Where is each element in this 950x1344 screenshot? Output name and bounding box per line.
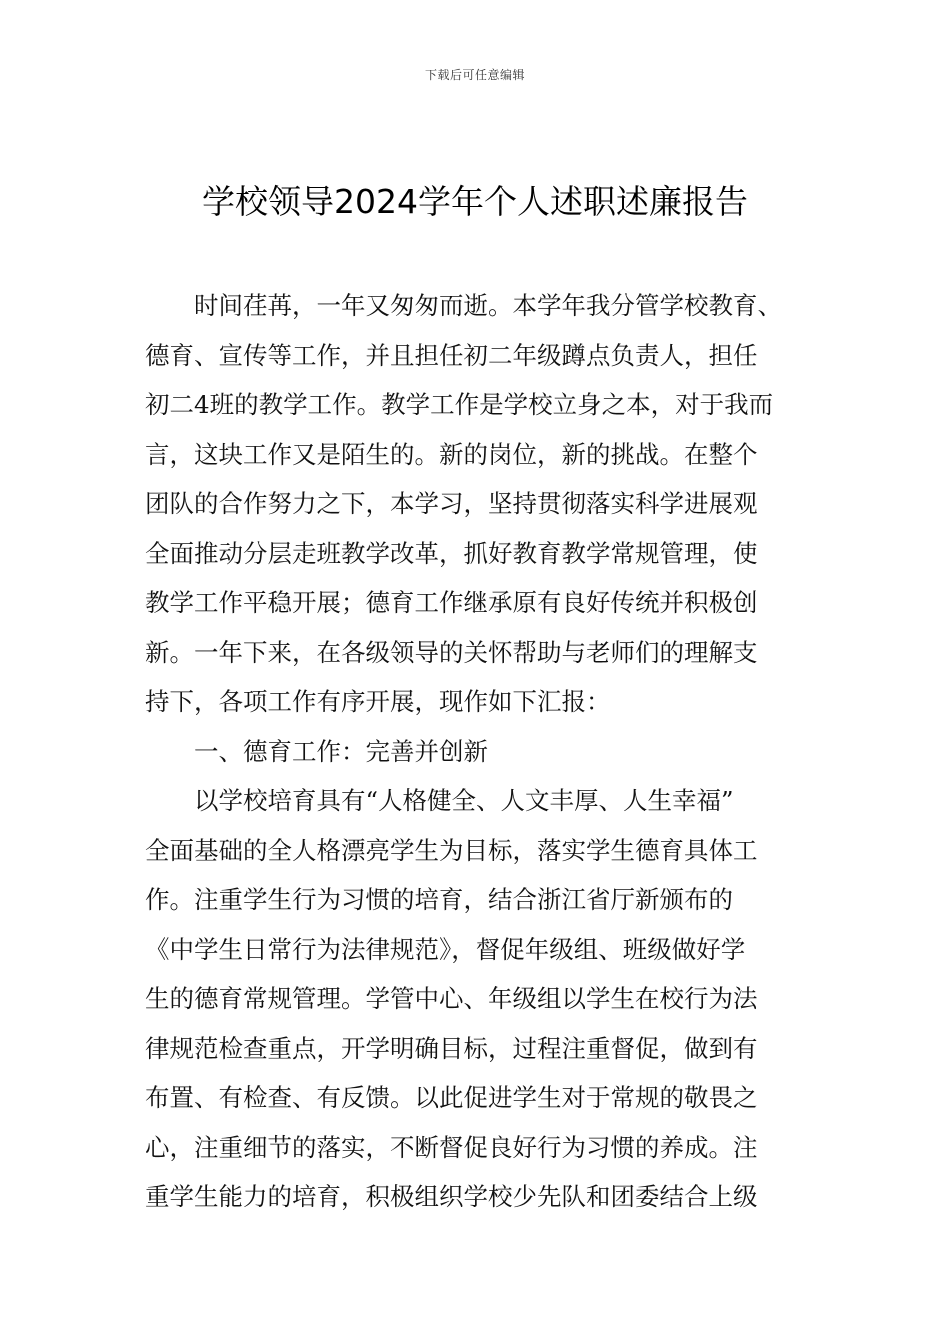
section-heading: 一、德育工作：完善并创新 — [194, 736, 488, 766]
paragraph-line: 生的德育常规管理。学管中心、年级组以学生在校行为法 — [145, 984, 758, 1013]
paragraph-line: 新。一年下来，在各级领导的关怀帮助与老师们的理解支 — [145, 637, 758, 667]
paragraph-line: 作。注重学生行为习惯的培育，结合浙江省厅新颁布的 — [145, 885, 733, 914]
paragraph-line: 教学工作平稳开展；德育工作继承原有良好传统并积极创 — [145, 588, 758, 617]
document-body — [145, 281, 812, 1222]
paragraph-line: 持下，各项工作有序开展，现作如下汇报： — [145, 687, 611, 716]
document-title: 学校领导2024学年个人述职述廉报告 — [202, 182, 748, 221]
paragraph-line: 时间荏苒，一年又匆匆而逝。本学年我分管学校教育、 — [194, 291, 782, 320]
paragraph-line: 心，注重细节的落实，不断督促良好行为习惯的养成。注 — [145, 1132, 758, 1162]
paragraph-line: 初二4班的教学工作。教学工作是学校立身之本，对于我而 — [145, 390, 774, 419]
paragraph-line: 全面基础的全人格漂亮学生为目标，落实学生德育具体工 — [145, 835, 758, 865]
paragraph-line: 德育、宣传等工作，并且担任初二年级蹲点负责人，担任 — [145, 340, 758, 370]
paragraph-line: 律规范检查重点，开学明确目标，过程注重督促，做到有 — [145, 1033, 758, 1063]
paragraph-line: 《中学生日常行为法律规范》，督促年级组、班级做好学 — [145, 934, 746, 964]
paragraph-line: 全面推动分层走班教学改革，抓好教育教学常规管理，使 — [145, 538, 758, 568]
paragraph-line: 以学校培育具有“人格健全、人文丰厚、人生幸福” — [194, 786, 734, 815]
paragraph-line: 团队的合作努力之下，本学习，坚持贯彻落实科学进展观 — [145, 489, 758, 518]
paragraph-line: 言，这块工作又是陌生的。新的岗位，新的挑战。在整个 — [145, 439, 758, 469]
paragraph-line: 重学生能力的培育，积极组织学校少先队和团委结合上级 — [145, 1182, 758, 1211]
paragraph-line: 布置、有检查、有反馈。以此促进学生对于常规的敬畏之 — [145, 1083, 758, 1112]
header-note: 下载后可任意编辑 — [424, 68, 525, 82]
